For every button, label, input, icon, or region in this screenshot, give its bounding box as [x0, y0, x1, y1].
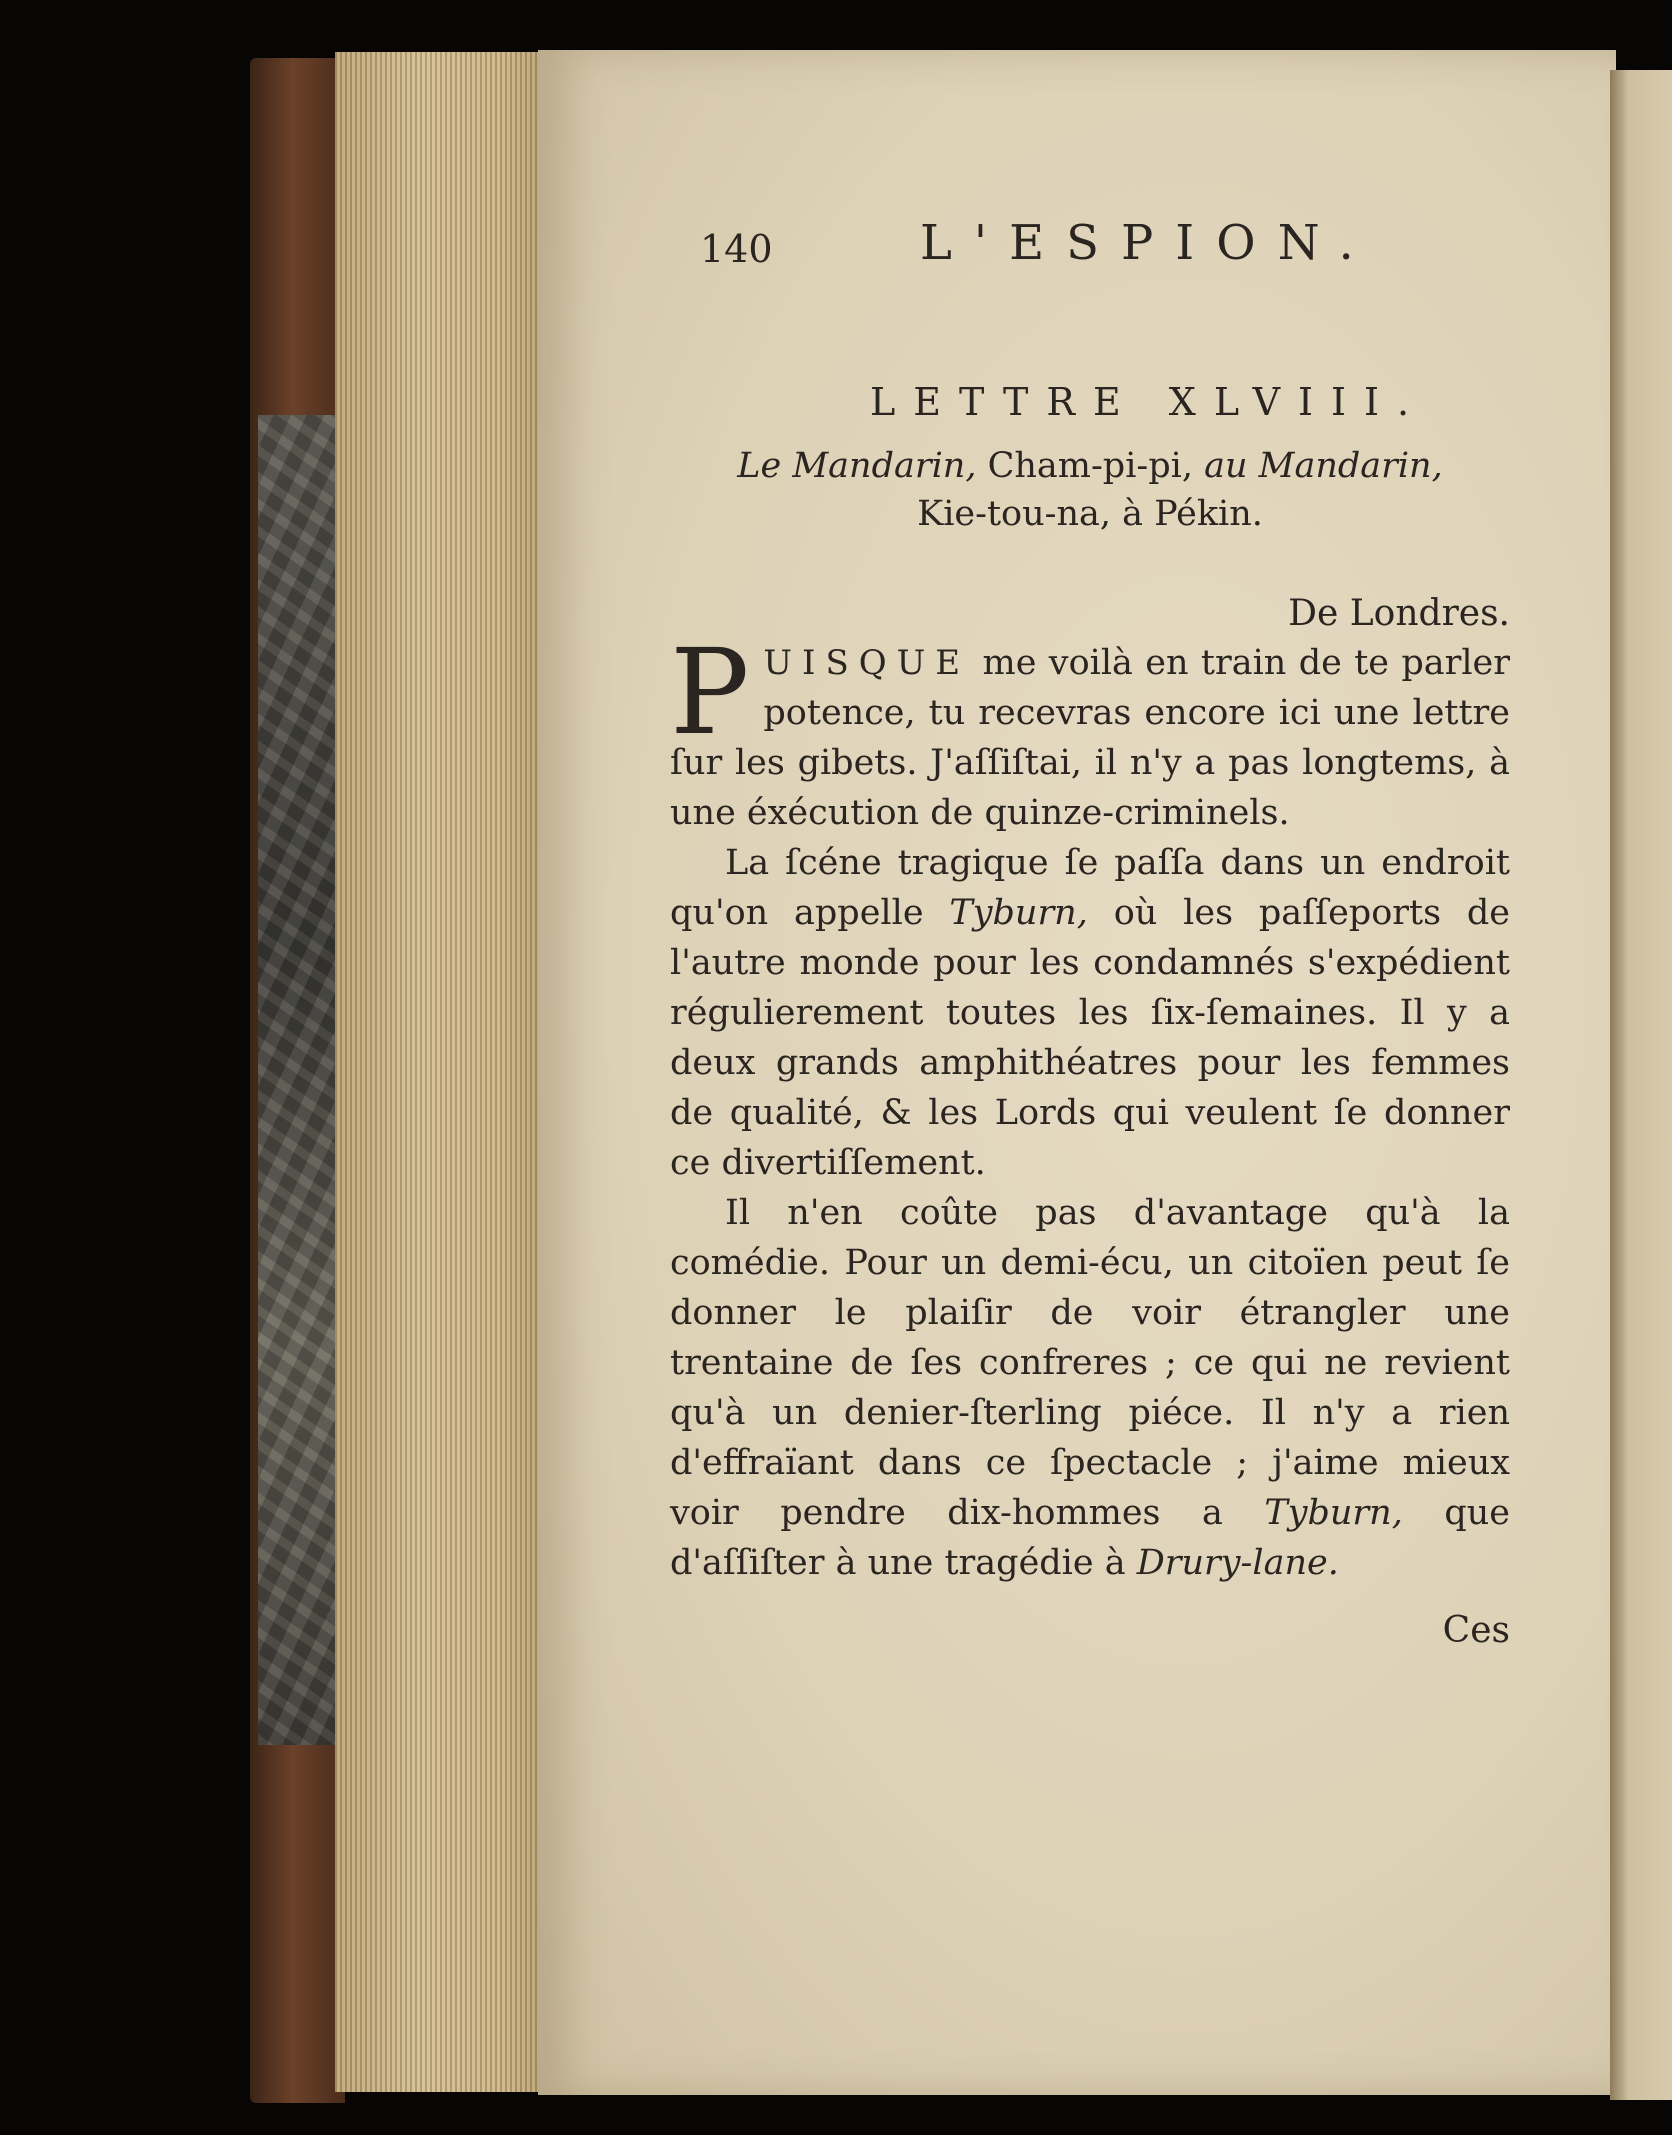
letter-address: [670, 442, 1510, 538]
page-text: [670, 215, 1510, 1651]
drop-cap: P: [670, 623, 750, 761]
letter-body: [670, 623, 1511, 1588]
facing-page-edge: [1610, 70, 1672, 2100]
paragraph-3-italic-b: Drury-lane.: [1136, 1543, 1339, 1583]
paragraph-2-text-a: La ſcéne tragique ſe paſſa dans un endroit qu'on appelle: [670, 843, 1510, 933]
paragraph-3: [670, 1188, 1510, 1588]
running-head: [670, 215, 1510, 285]
dateline: De Londres.: [1288, 593, 1510, 634]
page-number: 140: [700, 227, 773, 271]
address-sender: Cham-pi-pi,: [976, 446, 1205, 486]
page-edges: [335, 52, 548, 2092]
catchword: Ces: [1442, 1610, 1510, 1651]
running-title: L'ESPION.: [920, 215, 1376, 271]
paragraph-3-text-a: Il n'en coûte pas d'avantage qu'à la comédie. Pour un demi-écu, un citoïen peut ſe donner le plaiſir de voir étrangler une trentaine de ſes confreres ; ce qui ne revient qu'à un denier-ſterling piéce. Il n'y a rien d'effraïant dans ce ſpectacle ; j'aime mieux voir pendre dix-hommes a: [670, 1193, 1510, 1533]
paragraph-1: [670, 623, 1510, 838]
opening-small-caps: UISQUE: [763, 643, 971, 683]
paragraph-3-text-b: que d'aſſiſter à une tragédie à: [670, 1493, 1510, 1583]
paragraph-3-italic-a: Tyburn,: [1264, 1493, 1403, 1533]
paragraph-1-text: me voilà en train de te parler potence, tu recevras encore ici une lettre ſur les gibets. J'aſſiſtai, il n'y a pas longtems, à une éxécution de quinze-criminels.: [670, 643, 1510, 833]
paragraph-2-text-b: où les paſſeports de l'autre monde pour les condamnés s'expédient régulierement toutes les ſix-ſemaines. Il y a deux grands amphithéatres pour les femmes de qualité, & les Lords qui veulent ſe donner ce divertiſſement.: [670, 893, 1511, 1183]
letter-title: LETTRE XLVIII.: [870, 380, 1428, 424]
address-recipient-title: au Mandarin,: [1204, 446, 1443, 486]
paragraph-2: [670, 838, 1510, 1188]
paragraph-2-italic: Tyburn,: [949, 893, 1088, 933]
marbled-cover: [258, 415, 340, 1745]
address-sender-title: Le Mandarin,: [737, 446, 977, 486]
address-recipient: Kie-tou-na, à Pékin.: [917, 494, 1263, 534]
